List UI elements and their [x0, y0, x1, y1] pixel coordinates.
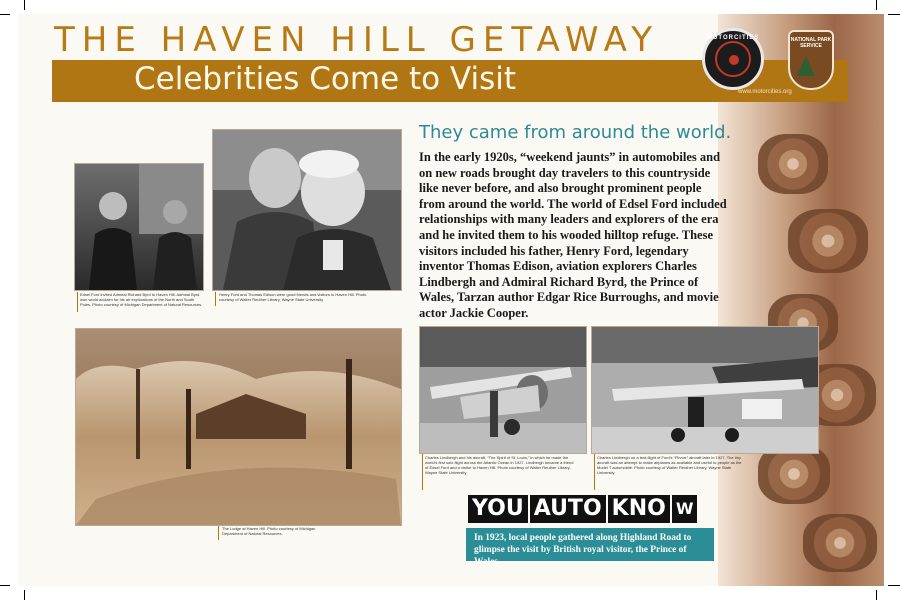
caption-flivver: Charles Lindbergh on a test-flight of Ford’s “Flivver” aircraft later in 1927. The tiny aircraft was an attempt to make airplanes as available and useful to people as the Model T automobile. Photo courtesy of Walter Reuther Library, Wayne State University	[597, 455, 742, 475]
caption-lindbergh: Charles Lindbergh and his aircraft, “The Spirit of St. Louis,” in which he made the world’s first solo flight across the Atlantic Ocean in 1927. Lindbergh became a friend of Edsel Ford and a visitor to Haven Hill. Photo courtesy of Walter Reuther Library, Wayne State University	[425, 455, 574, 475]
crop-mark	[888, 585, 900, 586]
caption-rule	[77, 292, 78, 312]
photo-flivver	[592, 327, 818, 453]
crop-mark	[24, 0, 25, 10]
photo-lindbergh	[420, 327, 586, 453]
sequoia-tree-icon	[797, 56, 815, 76]
caption-rule	[215, 292, 216, 306]
photo-byrd	[75, 164, 203, 290]
crop-mark	[888, 14, 900, 15]
exhibit-panel	[18, 14, 884, 586]
caption-rule	[594, 454, 595, 490]
caption-rule	[218, 526, 219, 540]
you-auto-know-word: YOU	[468, 495, 528, 523]
you-auto-know-heading	[468, 495, 697, 523]
log-end	[803, 514, 877, 572]
log-end	[758, 134, 828, 194]
caption-byrd: Edsel Ford invited Admiral Richard Byrd to Haven Hill. Admiral Byrd won world acclaim for his air explorations of the North and South Poles. Photo courtesy of Michigan Department of Natural Resources.	[80, 292, 203, 307]
you-auto-know-word: W	[672, 495, 698, 523]
page-title: THE HAVEN HILL GETAWAY	[54, 20, 660, 60]
nps-logo-text: NATIONAL PARK SERVICE	[790, 37, 832, 49]
photo-ford-edison	[213, 130, 401, 290]
crop-mark	[0, 14, 10, 15]
you-auto-know-word: AUTO	[530, 495, 606, 523]
you-auto-know-word: KNO	[608, 495, 670, 523]
crop-mark	[0, 585, 10, 586]
page-subtitle: Celebrities Come to Visit	[134, 61, 517, 97]
motorcities-logo	[702, 28, 764, 90]
motorcities-logo-text: MOTORCITIES	[706, 35, 760, 41]
photo-lodge	[76, 329, 401, 525]
caption-lodge: The Lodge at Haven Hill. Photo courtesy of Michigan Department of Natural Resources.	[222, 526, 316, 536]
intro-heading: They came from around the world.	[419, 122, 732, 143]
crop-mark	[24, 590, 25, 600]
you-auto-know-fact: In 1923, local people gathered along Highland Road to glimpse the visit by British royal visitor, the Prince of Wales.	[466, 528, 714, 561]
intro-paragraph: In the early 1920s, “weekend jaunts” in automobiles and on new roads brought day travelers to this countryside like never before, and also brought prominent people from around the world. The world of Edsel Ford included relationships with many leaders and explorers of the era and he invited them to his wooded hilltop refuge. These visitors included his father, Henry Ford, legendary inventor Thomas Edison, aviation explorers Charles Lindbergh and Admiral Richard Byrd, the Prince of Wales, Tarzan author Edgar Rice Burroughs, and movie actor Jackie Cooper.	[419, 150, 727, 320]
log-end	[788, 209, 868, 273]
crop-mark	[876, 590, 877, 600]
caption-ford-edison: Henry Ford and Thomas Edison were good friends and visitors to Haven Hill. Photo courtesy of Walter Reuther Library, Wayne State University	[219, 292, 367, 302]
crop-mark	[876, 0, 877, 10]
nps-arrowhead-logo	[788, 30, 834, 90]
gauge-needle-icon	[729, 55, 739, 65]
website-url: www.motorcities.org	[738, 89, 792, 95]
caption-rule	[422, 454, 423, 490]
